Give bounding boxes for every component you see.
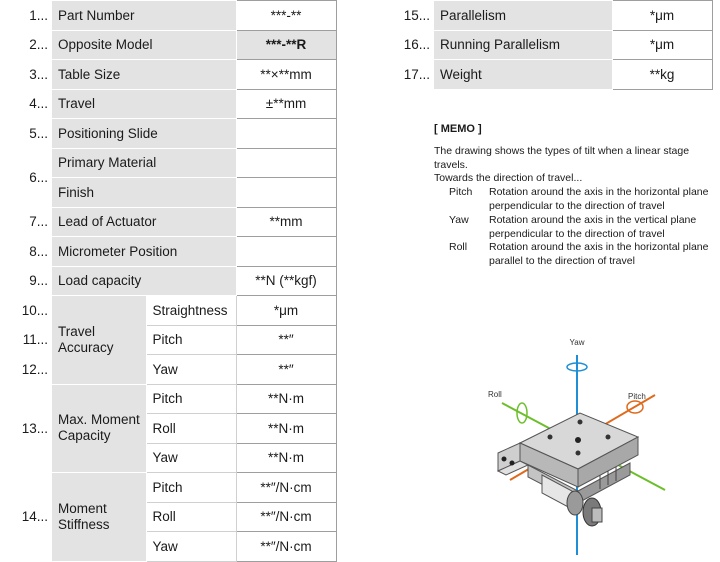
row-value: **″	[236, 325, 336, 355]
spec-row	[0, 89, 336, 119]
memo-term: Roll	[449, 241, 468, 254]
row-number: 7...	[0, 207, 52, 237]
spec-row	[0, 148, 336, 178]
row-number: 12...	[0, 355, 52, 385]
row-sublabel: Yaw	[146, 532, 236, 562]
row-value	[236, 119, 336, 149]
spec-row	[0, 237, 336, 267]
row-value: **N·m	[236, 384, 336, 414]
row-value	[236, 237, 336, 267]
row-label: Load capacity	[52, 266, 236, 296]
memo-desc: Rotation around the axis in the horizontal plane parallel to the direction of travel	[489, 241, 709, 268]
spec-row	[0, 60, 336, 90]
memo-desc: Rotation around the axis in the horizontal plane perpendicular to the direction of travel	[489, 186, 709, 212]
row-label: Table Size	[52, 60, 236, 90]
row-value: *μm	[612, 1, 712, 31]
group-label-travel-accuracy: Travel Accuracy	[52, 296, 146, 385]
row-number: 11...	[0, 325, 52, 355]
row-sublabel: Straightness	[146, 296, 236, 326]
row-number: 9...	[0, 266, 52, 296]
row-label: Positioning Slide	[52, 119, 236, 149]
memo-item-roll	[434, 241, 720, 269]
spec-table-right	[394, 0, 713, 90]
row-label: Part Number	[52, 1, 236, 31]
row-number: 14...	[0, 473, 52, 562]
row-number: 6...	[0, 148, 52, 207]
memo-item-pitch	[434, 186, 720, 214]
row-number: 15...	[394, 1, 434, 31]
row-label: Running Parallelism	[434, 30, 612, 60]
memo-direction: Towards the direction of travel...	[434, 172, 583, 185]
row-value: **×**mm	[236, 60, 336, 90]
spec-row	[0, 296, 336, 326]
row-label: Weight	[434, 60, 612, 90]
row-value: **kg	[612, 60, 712, 90]
memo-desc: Rotation around the axis in the vertical plane perpendicular to the direction of travel	[489, 213, 697, 240]
memo-term: Pitch	[449, 186, 473, 199]
spec-row	[0, 325, 336, 355]
row-number: 2...	[0, 30, 52, 60]
row-value: ***-**	[236, 1, 336, 31]
memo-title: [ MEMO ]	[434, 123, 482, 135]
row-label: Parallelism	[434, 1, 612, 31]
row-sublabel: Pitch	[146, 325, 236, 355]
memo-term: Yaw	[449, 213, 469, 226]
row-sublabel: Pitch	[146, 384, 236, 414]
spec-row	[394, 30, 712, 60]
row-number: 3...	[0, 60, 52, 90]
spec-row	[0, 1, 336, 31]
row-value: **″	[236, 355, 336, 385]
pitch-label: Pitch	[628, 392, 646, 401]
spec-row	[0, 384, 336, 414]
spec-row	[0, 207, 336, 237]
memo-item-yaw	[434, 214, 720, 242]
group-label-max-moment: Max. Moment Capacity	[52, 384, 146, 473]
row-value: *μm	[612, 30, 712, 60]
row-label: Primary Material	[52, 148, 236, 178]
row-number: 1...	[0, 1, 52, 31]
memo-section	[434, 123, 720, 269]
row-number: 4...	[0, 89, 52, 119]
row-label: Travel	[52, 89, 236, 119]
spec-row	[0, 119, 336, 149]
row-value: **″/N·cm	[236, 502, 336, 532]
spec-row	[0, 30, 336, 60]
spec-row	[0, 473, 336, 503]
row-number: 16...	[394, 30, 434, 60]
row-sublabel: Pitch	[146, 473, 236, 503]
row-number: 13...	[0, 384, 52, 473]
row-sublabel: Roll	[146, 502, 236, 532]
stage-body	[498, 413, 638, 526]
spec-row	[0, 355, 336, 385]
row-value: **N·m	[236, 443, 336, 473]
row-value: *μm	[236, 296, 336, 326]
row-label: Opposite Model	[52, 30, 236, 60]
row-value: **N·m	[236, 414, 336, 444]
row-value: ***-**R	[236, 30, 336, 60]
spec-row	[394, 1, 712, 31]
row-value: **″/N·cm	[236, 473, 336, 503]
memo-intro: The drawing shows the types of tilt when a linear stage travels.	[434, 144, 690, 171]
row-number: 5...	[0, 119, 52, 149]
yaw-label: Yaw	[569, 338, 585, 347]
row-number: 8...	[0, 237, 52, 267]
row-label: Finish	[52, 178, 236, 208]
row-sublabel: Roll	[146, 414, 236, 444]
row-value: **mm	[236, 207, 336, 237]
spec-row	[394, 60, 712, 90]
linear-stage-diagram	[480, 325, 695, 557]
row-sublabel: Yaw	[146, 443, 236, 473]
row-value	[236, 148, 336, 178]
row-label: Micrometer Position	[52, 237, 236, 267]
row-value: **″/N·cm	[236, 532, 336, 562]
group-label-moment-stiffness: Moment Stiffness	[52, 473, 146, 562]
row-value: **N (**kgf)	[236, 266, 336, 296]
row-number: 17...	[394, 60, 434, 90]
row-value: ±**mm	[236, 89, 336, 119]
row-label: Lead of Actuator	[52, 207, 236, 237]
row-number: 10...	[0, 296, 52, 326]
spec-table-left	[0, 0, 337, 562]
spec-row	[0, 266, 336, 296]
row-value	[236, 178, 336, 208]
row-sublabel: Yaw	[146, 355, 236, 385]
roll-label: Roll	[488, 390, 502, 399]
